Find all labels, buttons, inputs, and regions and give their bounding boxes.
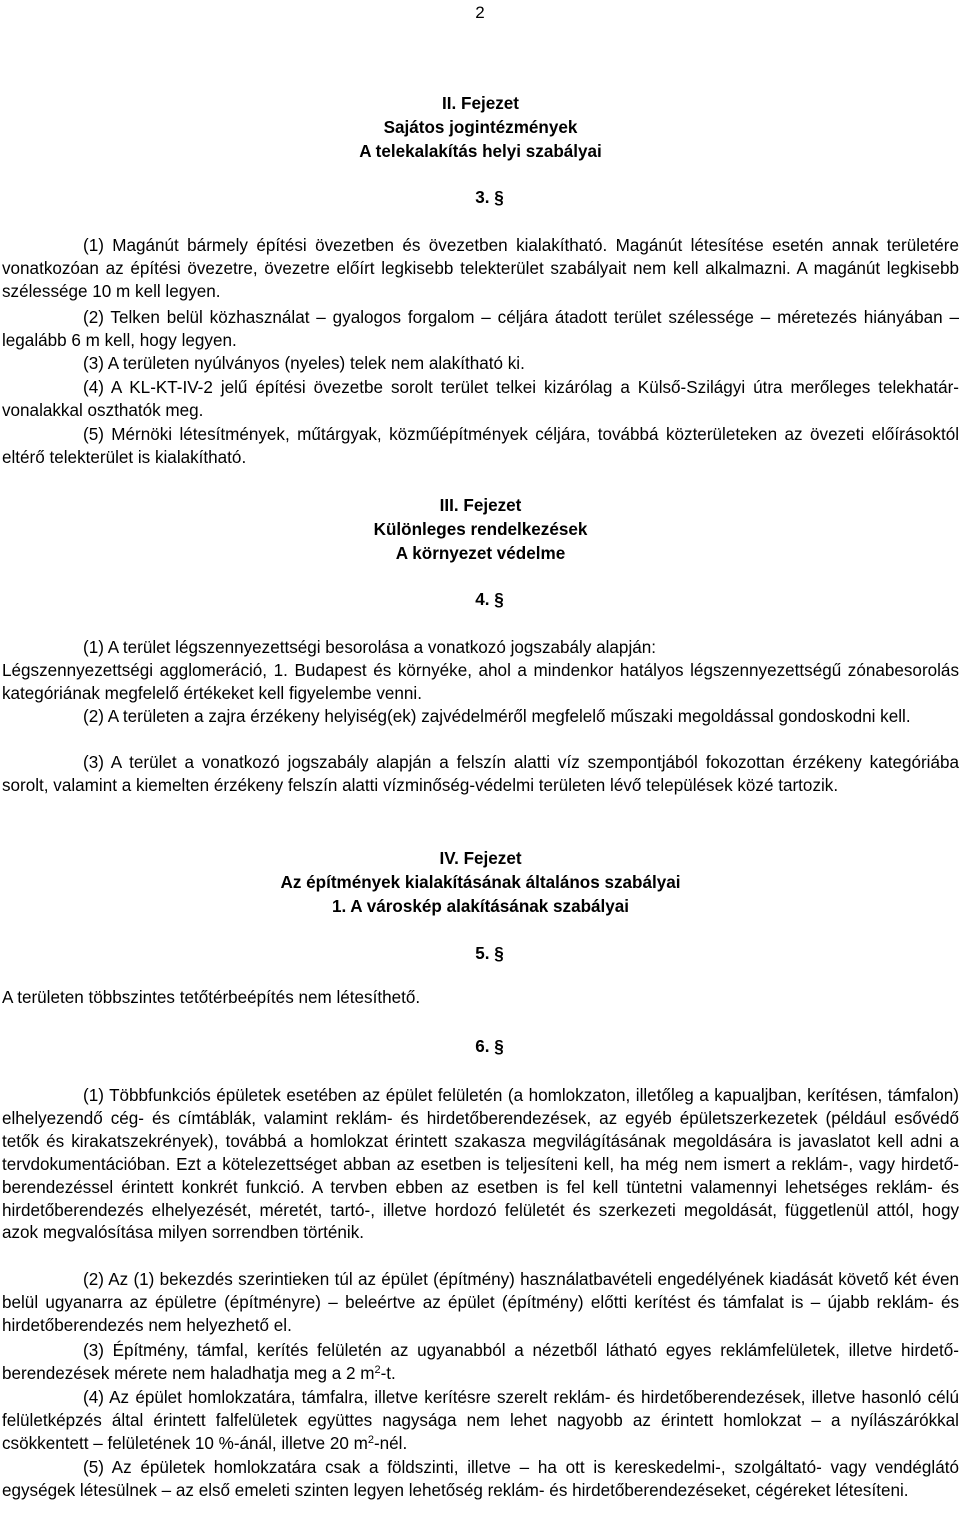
section-5-label: 5. § — [475, 944, 504, 963]
section-3-paragraph-2: (2) Telken belül közhasználat – gyalogos forgalom – céljára átadott terület szélessége – méretezés hiányában – legalább 6 m kell, hogy legyen. — [2, 308, 959, 350]
superscript: 2 — [367, 1433, 374, 1446]
section-5-paragraph-1: A területen többszintes tetőtérbeépítés nem létesíthető. — [2, 988, 421, 1007]
section-4-paragraph-2: (2) A területen a zajra érzékeny helyiség(ek) zajvédelméről megfelelő műszaki megoldással gondoskodni kell. — [83, 707, 911, 726]
section-3-paragraph-5: (5) Mérnöki létesítmények, műtárgyak, közműépítmények céljára, továbbá közterületeken az övezeti előírásoktól eltérő telekterület is kialakítható. — [2, 425, 959, 467]
superscript: 2 — [374, 1363, 381, 1376]
section-6-paragraph-3: (3) Építmény, támfal, kerítés felületén az ugyanabból a nézetből látható egyes reklámfelületek, illetve hirdető-berendezések mérete nem haladhatja meg a 2 $m^2-t$. — [2, 1341, 959, 1383]
section-3-paragraph-4: (4) A KL-KT-IV-2 jelű építési övezetbe sorolt terület telkei kizárólag a Külső-Szilágyi útra merőleges telekhatár-vonalakkal oszthatók meg. — [2, 378, 959, 420]
page-number: 2 — [475, 3, 485, 22]
chapter-2-heading — [2, 92, 959, 164]
section-6-paragraph-2: (2) Az (1) bekezdés szerintieken túl az épület (építmény) használatbavételi engedélyének kiadását követő két éven belül ugyanarra az épületre (építményre) – beleértve az épület (építmény) előtti kerítést és támfalat is – újabb reklám- és hirdetőberendezés nem helyezhető el. — [2, 1270, 959, 1335]
chapter-number: II. Fejezet — [442, 94, 519, 113]
section-6-paragraph-5: (5) Az épületek homlokzatára csak a földszinti, illetve – ha ott is kereskedelmi-, szolgáltató- vagy vendéglátó egységek létesülnek – az első emeleti szinten legyen lehetőség reklám- és hirdetőberendezéseket, cégéreket létesíteni. — [2, 1458, 959, 1500]
section-3-label: 3. § — [475, 188, 504, 207]
section-3-paragraph-3: (3) A területen nyúlványos (nyeles) telek nem alakítható ki. — [83, 354, 525, 373]
chapter-title: Sajátos jogintézmények — [383, 118, 578, 137]
section-6-label: 6. § — [475, 1037, 504, 1056]
section-4-paragraph-1a: (1) A terület légszennyezettségi besorolása a vonatkozó jogszabály alapján: — [83, 638, 656, 657]
chapter-subtitle: 1. A városkép alakításának szabályai — [331, 897, 630, 916]
section-4-paragraph-1b: Légszennyezettségi agglomeráció, 1. Budapest és környéke, ahol a mindenkor hatályos légszennyezettségű zónabesorolás kategóriának megfelelő értékeket kell figyelembe venni. — [2, 661, 959, 703]
section-4-paragraph-3: (3) A terület a vonatkozó jogszabály alapján a felszín alatti víz szempontjából fokozottan érzékeny kategóriába sorolt, valamint a kiemelten érzékeny felszín alatti vízminőség-védelmi területen lévő települések közé tartozik. — [2, 753, 959, 795]
section-6-paragraph-1: (1) Többfunkciós épületek esetében az épület felületén (a homlokzaton, illetőleg a kapualjban, kerítésen, támfalon) elhelyezendő cég- és címtáblák, valamint reklám- és hirdetőberendezések, az egyéb épületszerkezetek (például esővédő tetők és kirakatszekrények), továbbá a homlokzat érintett szakasza megvilágításának megoldására is javaslatot kell adni a tervdokumentációban. Ezt a kötelezettséget abban az esetben is teljesíteni kell, ha még nem ismert a reklám-, vagy hirdető-berendezéssel érintett konkrét funkció. A tervben ebben az esetben is fel kell tüntetni valamennyi lehetséges reklám- és hirdetőberendezés elhelyezését, méretét, tartó-, illetve hordozó felületét és szerkezeti megoldását, függetlenül attól, hogy azok megvalósítása milyen sorrendben történik. — [2, 1086, 959, 1243]
chapter-subtitle: A telekalakítás helyi szabályai — [359, 142, 602, 161]
chapter-number: III. Fejezet — [439, 496, 522, 515]
chapter-title: Az építmények kialakításának általános szabályai — [280, 873, 681, 892]
chapter-number: IV. Fejezet — [439, 849, 522, 868]
chapter-4-heading — [2, 847, 959, 919]
section-4-label: 4. § — [475, 590, 504, 609]
section-6-paragraph-4: (4) Az épület homlokzatára, támfalra, illetve kerítésre szerelt reklám- és hirdetőberendezések, illetve hasonló célú felületképzés által érintett falfelületek együttes nagysága nem lehet nagyobb az érintett homlokzat – a nyílászárókkal csökkentett – felületének 10 %-ánál, illetve 20 $m^2$-nél. — [2, 1388, 959, 1453]
chapter-subtitle: A környezet védelme — [395, 544, 566, 563]
chapter-title: Különleges rendelkezések — [373, 520, 588, 539]
chapter-3-heading — [2, 494, 959, 566]
section-3-paragraph-1: (1) Magánút bármely építési övezetben és övezetben kialakítható. Magánút létesítése esetén annak területére vonatkozóan az építési övezetre, övezetre előírt legkisebb telekterület szabályait nem kell alkalmazni. A magánút legkisebb szélessége 10 m kell legyen. — [2, 236, 959, 301]
